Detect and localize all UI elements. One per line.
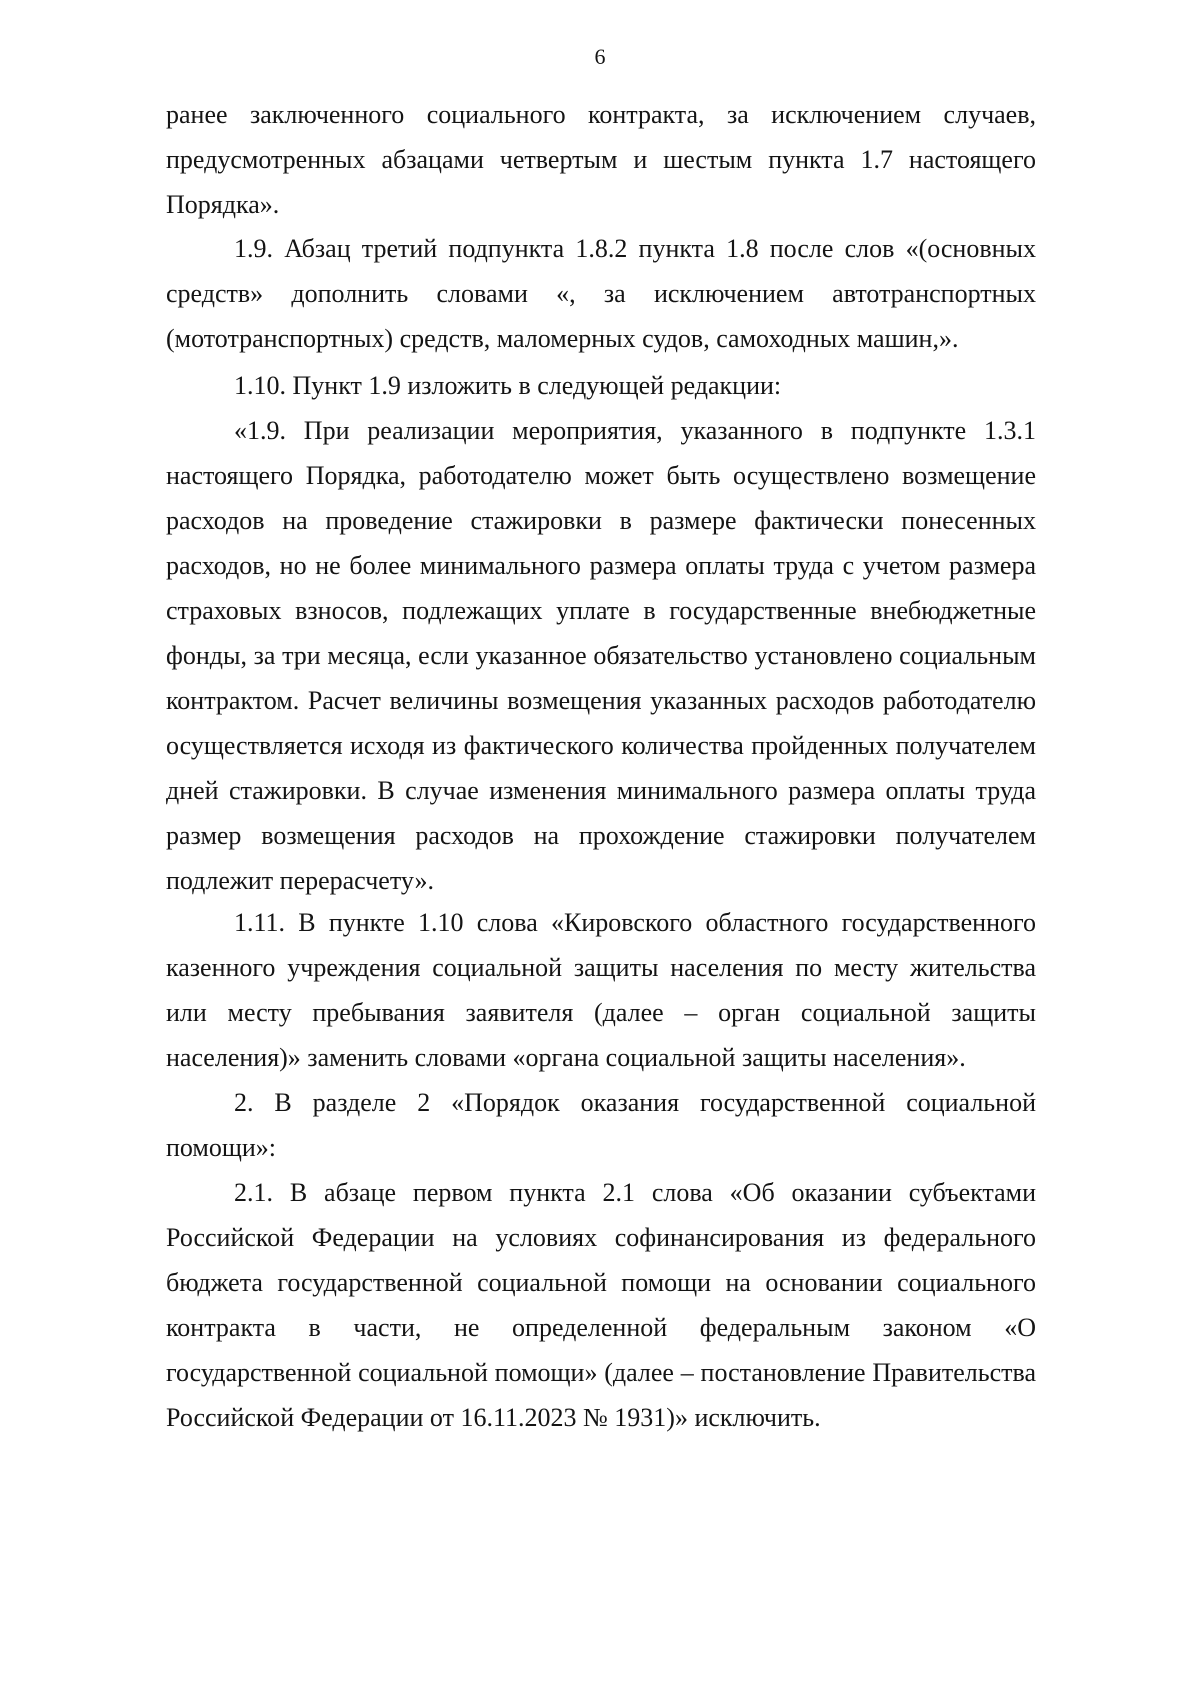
paragraph-text: «1.9. При реализации мероприятия, указанного в подпункте 1.3.1 настоящего Порядка, работодателю может быть осуществлено возмещение расходов на проведение стажировки в размере фактически понесенных расходов, но не более минимального размера оплаты труда с учетом размера страховых взносов, подлежащих уплате в государственные внебюджетные фонды, за три месяца, если указанное обязательство установлено социальным контрактом. Расчет величины возмещения указанных расходов работодателю осуществляется исходя из фактического количества пройденных получателем дней стажировки. В случае изменения минимального размера оплаты труда размер возмещения расходов на прохождение стажировки получателем подлежит перерасчету». [166,416,1036,895]
paragraph-1-11 [166,900,1036,1080]
page-number: 6 [594,44,606,69]
paragraph-1-10 [166,363,1036,408]
paragraph-2-1 [166,1170,1036,1440]
paragraph-section-2 [166,1080,1036,1170]
paragraph-text: 2.1. В абзаце первом пункта 2.1 слова «Об оказании субъектами Российской Федерации на условиях софинансирования из федерального бюджета государственной социальной помощи на основании социального контракта в части, не определенной федеральным законом «О государственной социальной помощи» (далее – постановление Правительства Российской Федерации от 16.11.2023 № 1931)» исключить. [166,1178,1036,1432]
paragraph-text: 1.11. В пункте 1.10 слова «Кировского областного государственного казенного учреждения социальной защиты населения по месту жительства или месту пребывания заявителя (далее – орган социальной защиты населения)» заменить словами «органа социальной защиты населения». [166,908,1036,1072]
paragraph-quoted-1-9 [166,408,1036,903]
paragraph-text: 2. В разделе 2 «Порядок оказания государственной социальной помощи»: [166,1088,1036,1162]
paragraph-text: 1.10. Пункт 1.9 изложить в следующей редакции: [234,371,782,400]
paragraph-continuation [166,92,1036,227]
paragraph-text: 1.9. Абзац третий подпункта 1.8.2 пункта 1.8 после слов «(основных средств» дополнить словами «, за исключением автотранспортных (мототранспортных) средств, маломерных судов, самоходных машин,». [166,234,1036,353]
paragraph-text: ранее заключенного социального контракта, за исключением случаев, предусмотренных абзацами четвертым и шестым пункта 1.7 настоящего Порядка». [166,100,1036,219]
paragraph-1-9 [166,226,1036,361]
